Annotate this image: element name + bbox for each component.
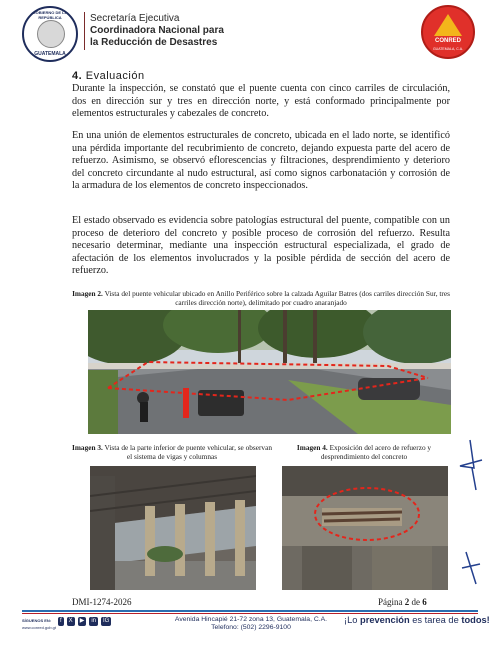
header-separator (84, 12, 85, 50)
seal-arc-bottom-text: GUATEMALA (34, 51, 66, 57)
image-4-label: Imagen 4. (296, 443, 328, 452)
footer-divider-blue (22, 610, 478, 612)
page-of: de (411, 597, 420, 607)
conred-triangle-icon (434, 14, 462, 36)
footer-divider-red (22, 613, 478, 614)
slogan-end: todos! (461, 615, 490, 625)
image-3-caption (72, 443, 272, 461)
exposed-rebar-illustration (282, 466, 448, 590)
slogan-post: es tarea de (412, 615, 459, 625)
header-line-1: Secretaría Ejecutiva (90, 13, 180, 24)
header-line-3: la Reducción de Desastres (90, 37, 218, 48)
image-2-label: Imagen 2. (72, 289, 103, 298)
website-link[interactable]: www.conred.gob.gt (22, 625, 57, 630)
footer-slogan (344, 615, 490, 625)
image-3-caption-text: Vista de la parte inferior de puente vehicular, se observan el sistema de vigas y columnas (104, 443, 272, 461)
image-2-caption-text: Vista del puente vehicular ubicado en Anillo Periférico sobre la calzada Aguilar Batres (dos carriles dirección Sur, tres carriles dirección norte), delimitado por cuadro anaranjado (104, 289, 450, 307)
page-label: Página (378, 597, 403, 607)
image-4-caption (278, 443, 450, 461)
image-4-caption-text: Exposición del acero de refuerzo y desprendimiento del concreto (320, 443, 432, 461)
page-current: 2 (404, 597, 410, 607)
slogan-pre: ¡Lo (344, 615, 358, 625)
header-line-2: Coordinadora Nacional para (90, 25, 224, 36)
paragraph-2: En una unión de elementos estructurales de concreto, ubicada en el lado norte, se identificó una pérdida importante del recubrimiento de concreto, dejando expuesta parte del acero de refuerzo. Asimismo, se observó eflorescencias y filtraciones, desprendimiento y deterioro del concreto circundante al nudo estructural, así como signos carbonatación y corrosión de la armadura de los elementos de concreto inspeccionados. (72, 130, 450, 192)
social-icons (58, 617, 111, 626)
linkedin-icon[interactable]: in (91, 618, 96, 624)
signature-mark-2 (452, 548, 492, 588)
slogan-bold: prevención (360, 615, 410, 625)
bridge-road-scene-illustration (88, 310, 451, 434)
seal-emblem-icon (37, 20, 65, 48)
image-2-caption (72, 289, 450, 307)
image-3-underside-photo (90, 466, 256, 590)
youtube-icon[interactable]: ▶ (79, 618, 85, 624)
conred-logo (421, 5, 475, 59)
instagram-icon[interactable]: IG (102, 618, 110, 624)
footer-address-block (166, 616, 336, 632)
conred-logo-sub: GUATEMALA, C.A. (432, 47, 464, 51)
conred-logo-label: CONRED (434, 38, 461, 44)
follow-us-label: SÍGUENOS EN: (22, 618, 52, 623)
signature-mark-1 (452, 438, 492, 498)
paragraph-1: Durante la inspección, se constató que el puente cuenta con cinco carriles de circulación, dos en dirección sur y tres en dirección norte, y está conformado principalmente por elementos estructurales y cabezales de concreto. (72, 83, 450, 120)
footer-address: Avenida Hincapié 21-72 zona 13, Guatemala, C.A. (174, 616, 328, 623)
facebook-icon[interactable]: f (60, 618, 62, 624)
section-title-text: Evaluación (85, 70, 145, 82)
page-number (378, 597, 427, 607)
paragraph-3: El estado observado es evidencia sobre patologías estructural del puente, compatible con un proceso de deterioro del concreto y posible proceso de corrosión del refuerzo. Resulta necesario determinar, mediante una inspección estructural especializada, el grado de afectación de los elementos involucrados y la posible pérdida de sección del acero de refuerzo. (72, 215, 450, 277)
x-twitter-icon[interactable]: X (68, 618, 73, 624)
section-title (72, 70, 145, 82)
seal-arc-top-text: GOBIERNO DE LA REPÚBLICA (32, 10, 68, 20)
image-3-label: Imagen 3. (72, 443, 103, 452)
image-2-bridge-photo (88, 310, 451, 434)
bridge-underside-illustration (90, 466, 256, 590)
image-4-rebar-photo (282, 466, 448, 590)
guatemala-seal-logo (22, 6, 78, 62)
footer-phone: Telefono: (502) 2296-9100 (211, 624, 291, 631)
page-total: 6 (422, 597, 427, 607)
document-id: DMI-1274-2026 (72, 597, 132, 607)
section-number: 4. (72, 70, 83, 82)
